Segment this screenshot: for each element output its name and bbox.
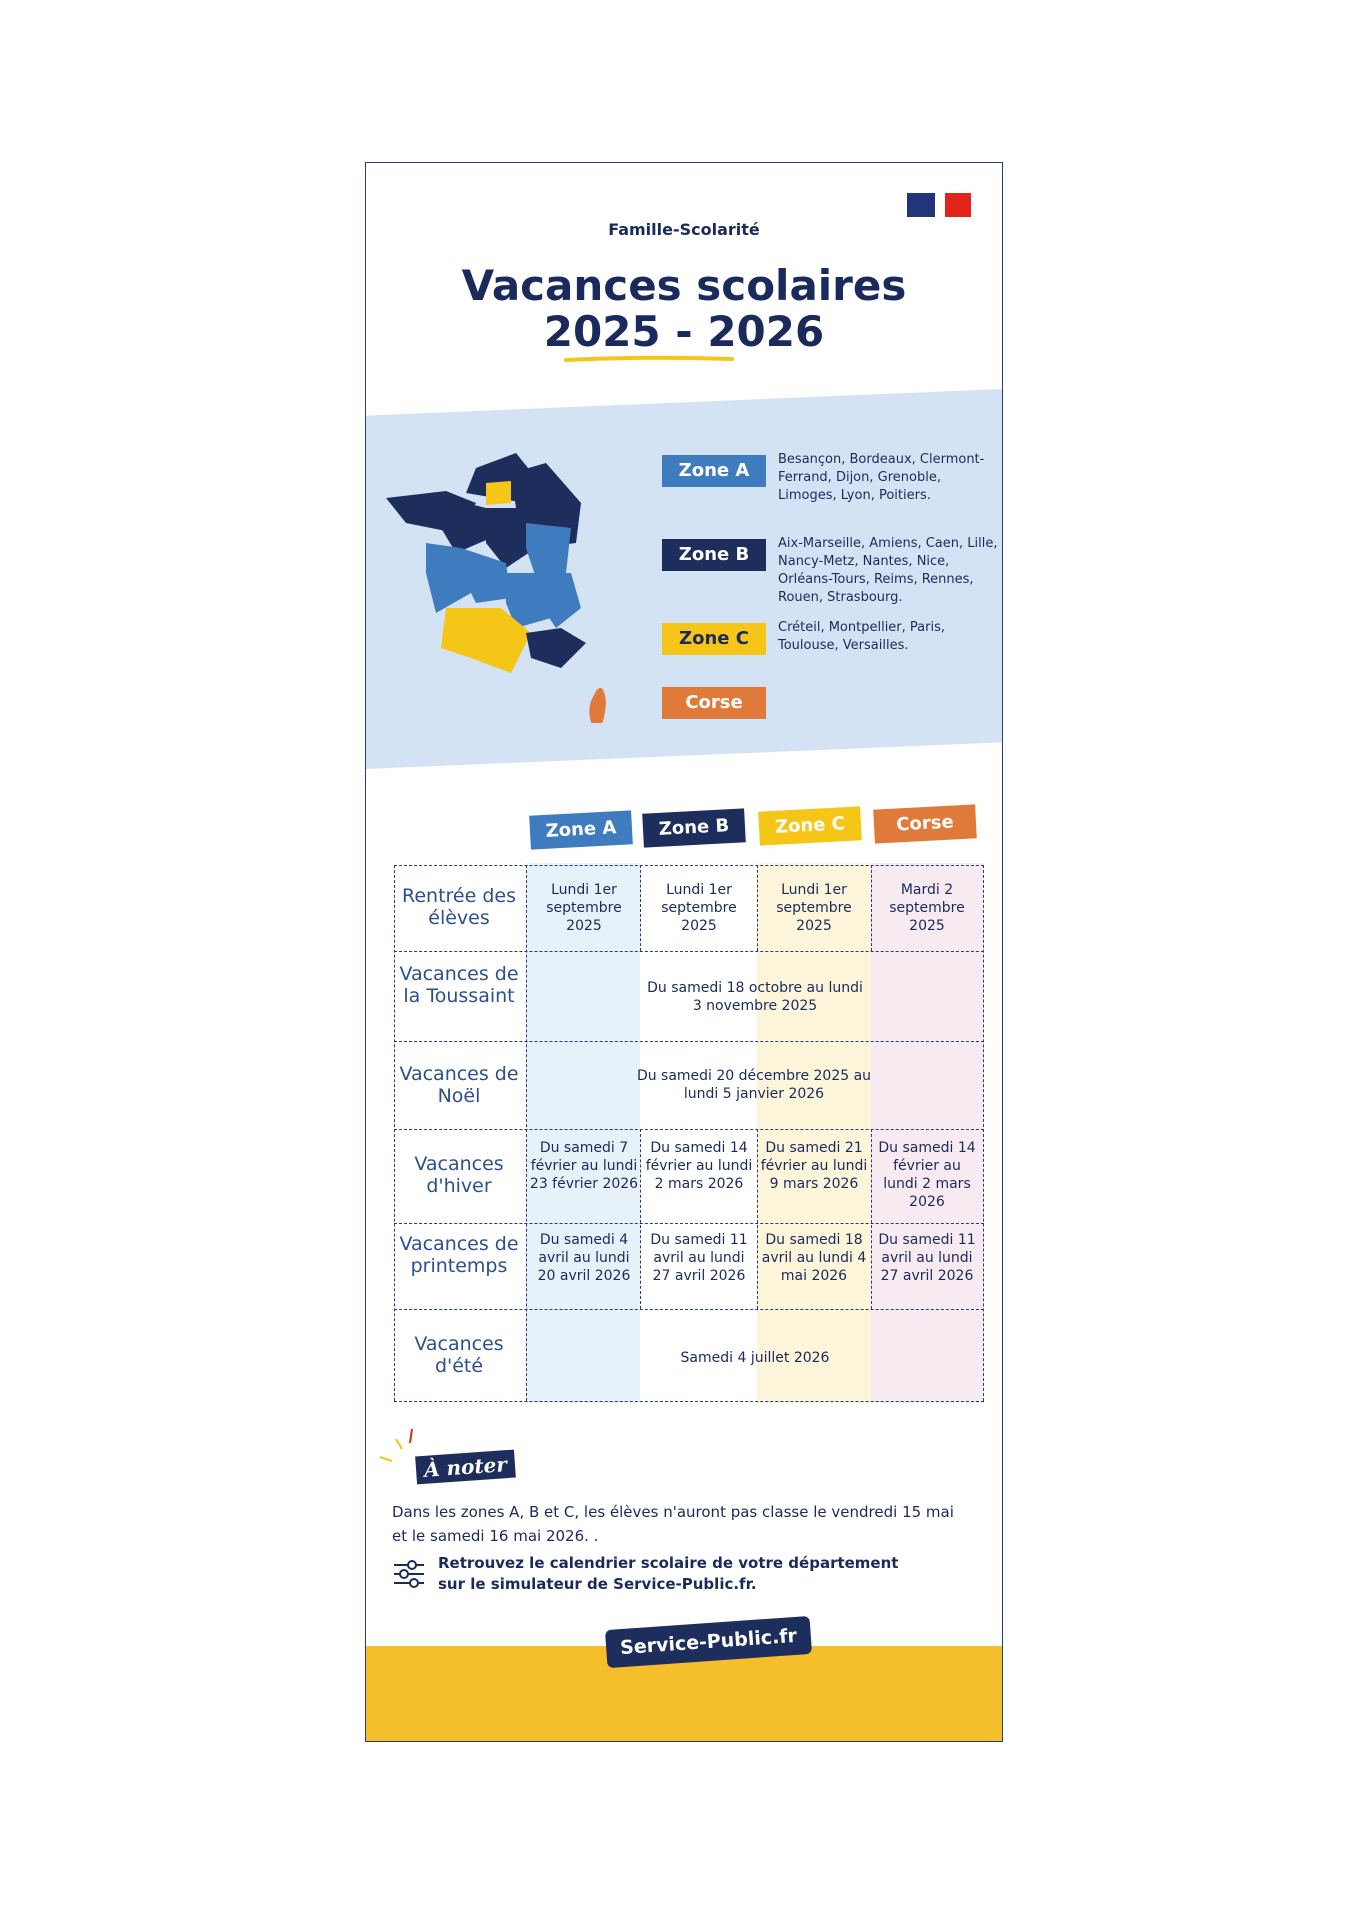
simulator-link-text[interactable] bbox=[438, 1553, 898, 1595]
simulator-link-line-2: sur le simulateur de Service-Public.fr. bbox=[438, 1575, 757, 1593]
cell-toussaint-all: Du samedi 18 octobre au lundi 3 novembre 2025 bbox=[647, 980, 863, 1014]
cell-hiver-zone-b: Du samedi 14 février au lundi 2 mars 2026 bbox=[645, 1140, 753, 1192]
cell-hiver-corse: Du samedi 14 février au lundi 2 mars 2026 bbox=[878, 1140, 976, 1210]
note-badge: À noter bbox=[415, 1450, 516, 1485]
legend-zone-b-badge: Zone B bbox=[662, 539, 766, 571]
legend-zone-b-cities: Aix-Marseille, Amiens, Caen, Lille, Nancy-Metz, Nantes, Nice, Orléans-Tours, Reims, Rennes, Rouen, Strasbourg. bbox=[778, 536, 998, 605]
title-line-1: Vacances scolaires bbox=[461, 261, 907, 310]
row-label-rentree: Rentrée des élèves bbox=[402, 885, 516, 929]
cell-hiver-zone-a: Du samedi 7 février au lundi 23 février 2026 bbox=[529, 1140, 639, 1192]
poster bbox=[365, 162, 1003, 1742]
cell-rentree-zone-b: Lundi 1er septembre 2025 bbox=[661, 882, 737, 934]
title-underline-decoration bbox=[564, 355, 734, 363]
legend-zone-a-cities: Besançon, Bordeaux, Clermont-Ferrand, Dijon, Grenoble, Limoges, Lyon, Poitiers. bbox=[778, 452, 985, 503]
marianne-logo bbox=[907, 193, 971, 217]
holidays-table bbox=[394, 863, 984, 1403]
sliders-icon bbox=[392, 1557, 426, 1591]
france-zones-map bbox=[386, 433, 636, 723]
legend-zone-a-badge: Zone A bbox=[662, 455, 766, 487]
row-label-toussaint: Vacances de la Toussaint bbox=[399, 963, 519, 1007]
row-label-printemps: Vacances de printemps bbox=[399, 1233, 519, 1277]
legend-zone-c-cities: Créteil, Montpellier, Paris, Toulouse, Versailles. bbox=[778, 620, 946, 653]
cell-printemps-corse: Du samedi 11 avril au lundi 27 avril 2026 bbox=[878, 1232, 976, 1284]
cell-printemps-zone-c: Du samedi 18 avril au lundi 4 mai 2026 bbox=[761, 1232, 867, 1284]
service-public-logo[interactable]: Service-Public.fr bbox=[605, 1616, 812, 1668]
row-label-hiver: Vacances d'hiver bbox=[414, 1153, 504, 1197]
title-line-2: 2025 - 2026 bbox=[543, 307, 825, 356]
category-label: Famille-Scolarité bbox=[608, 220, 760, 239]
note-text: Dans les zones A, B et C, les élèves n'auront pas classe le vendredi 15 mai et le samedi 16 mai 2026. . bbox=[392, 1503, 954, 1545]
legend-corse-badge: Corse bbox=[662, 687, 766, 719]
row-label-ete: Vacances d'été bbox=[414, 1333, 504, 1377]
page-title bbox=[366, 263, 1002, 355]
legend-zone-c-badge: Zone C bbox=[662, 623, 766, 655]
column-header-zone-a: Zone A bbox=[529, 810, 633, 849]
column-header-zone-b: Zone B bbox=[642, 808, 746, 847]
column-header-zone-c: Zone C bbox=[758, 806, 862, 845]
cell-ete-all: Samedi 4 juillet 2026 bbox=[680, 1350, 830, 1366]
row-label-noel: Vacances de Noël bbox=[399, 1063, 519, 1107]
cell-rentree-zone-c: Lundi 1er septembre 2025 bbox=[776, 882, 852, 934]
simulator-link[interactable] bbox=[392, 1553, 972, 1597]
cell-printemps-zone-a: Du samedi 4 avril au lundi 20 avril 2026 bbox=[537, 1232, 631, 1284]
cell-noel-all: Du samedi 20 décembre 2025 au lundi 5 janvier 2026 bbox=[636, 1068, 872, 1102]
cell-printemps-zone-b: Du samedi 11 avril au lundi 27 avril 2026 bbox=[650, 1232, 748, 1284]
cell-hiver-zone-c: Du samedi 21 février au lundi 9 mars 2026 bbox=[760, 1140, 868, 1192]
cell-rentree-corse: Mardi 2 septembre 2025 bbox=[889, 882, 965, 934]
column-header-corse: Corse bbox=[873, 804, 977, 843]
simulator-link-line-1: Retrouvez le calendrier scolaire de votre département bbox=[438, 1554, 899, 1572]
cell-rentree-zone-a: Lundi 1er septembre 2025 bbox=[546, 882, 622, 934]
